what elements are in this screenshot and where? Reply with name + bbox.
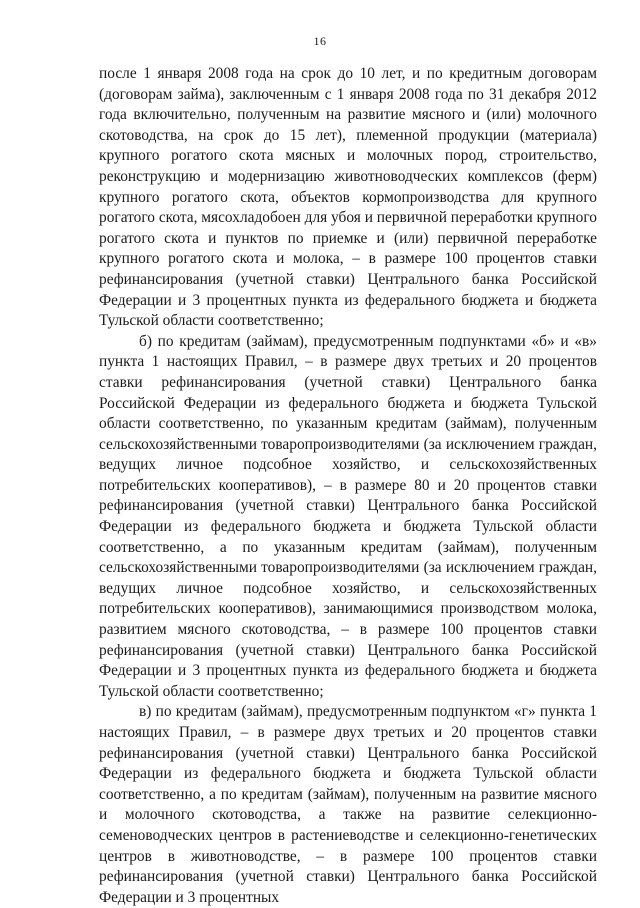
page-number: 16: [313, 34, 327, 48]
paragraph-continuation: после 1 января 2008 года на срок до 10 лет, и по кредитным договорам (договорам займа), заключенным с 1 января 2008 года по 31 декабря 2012 года включительно, полученным на развитие мясного и (или) молочного скотоводства, на срок до 15 лет), племенной продукции (материала) крупного рогатого скота мясных и молочных пород, строительство, реконструкцию и модернизацию животноводческих комплексов (ферм) крупного рогатого скота, объектов кормопроизводства для крупного рогатого скота, мясохладобоен для убоя и первичной переработки крупного рогатого скота и пунктов по приемке и (или) первичной переработке крупного рогатого скота и молока, – в размере 100 процентов ставки рефинансирования (учетной ставки) Центрального банка Российской Федерации и 3 процентных пункта из федерального бюджета и бюджета Тульской области соответственно;: [99, 65, 597, 330]
paragraph-item-v: в) по кредитам (займам), предусмотренным подпунктом «г» пункта 1 настоящих Правил, – в размере двух третьих и 20 процентов ставки рефинансирования (учетной ставки) Центрального банка Российской Федерации из федерального бюджета и бюджета Тульской области соответственно, а по кредитам (займам), полученным на развитие мясного и молочного скотоводства, а также на развитие селекционно-семеноводческих центров в растениеводстве и селекционно-генетических центров в животноводстве, – в размере 100 процентов ставки рефинансирования (учетной ставки) Центрального банка Российской Федерации и 3 процентных: [99, 703, 597, 906]
paragraph-item-b: б) по кредитам (займам), предусмотренным подпунктами «б» и «в» пункта 1 настоящих Правил, – в размере двух третьих и 20 процентов ставки рефинансирования (учетной ставки) Центрального банка Российской Федерации из федерального бюджета и бюджета Тульской области соответственно, по указанным кредитам (займам), полученным сельскохозяйственными товаропроизводителями (за исключением граждан, ведущих личное подсобное хозяйство, и сельскохозяйственных потребительских кооперативов), – в размере 80 и 20 процентов ставки рефинансирования (учетной ставки) Центрального банка Российской Федерации из федерального бюджета и бюджета Тульской области соответственно, а по указанным кредитам (займам), полученным сельскохозяйственными товаропроизводителями (за исключением граждан, ведущих личное подсобное хозяйство, и сельскохозяйственных потребительских кооперативов), занимающимися производством молока, развитием мясного скотоводства, – в размере 100 процентов ставки рефинансирования (учетной ставки) Центрального банка Российской Федерации и 3 процентных пункта из федерального бюджета и бюджета Тульской области соответственно;: [99, 332, 597, 700]
document-body: [99, 64, 597, 908]
